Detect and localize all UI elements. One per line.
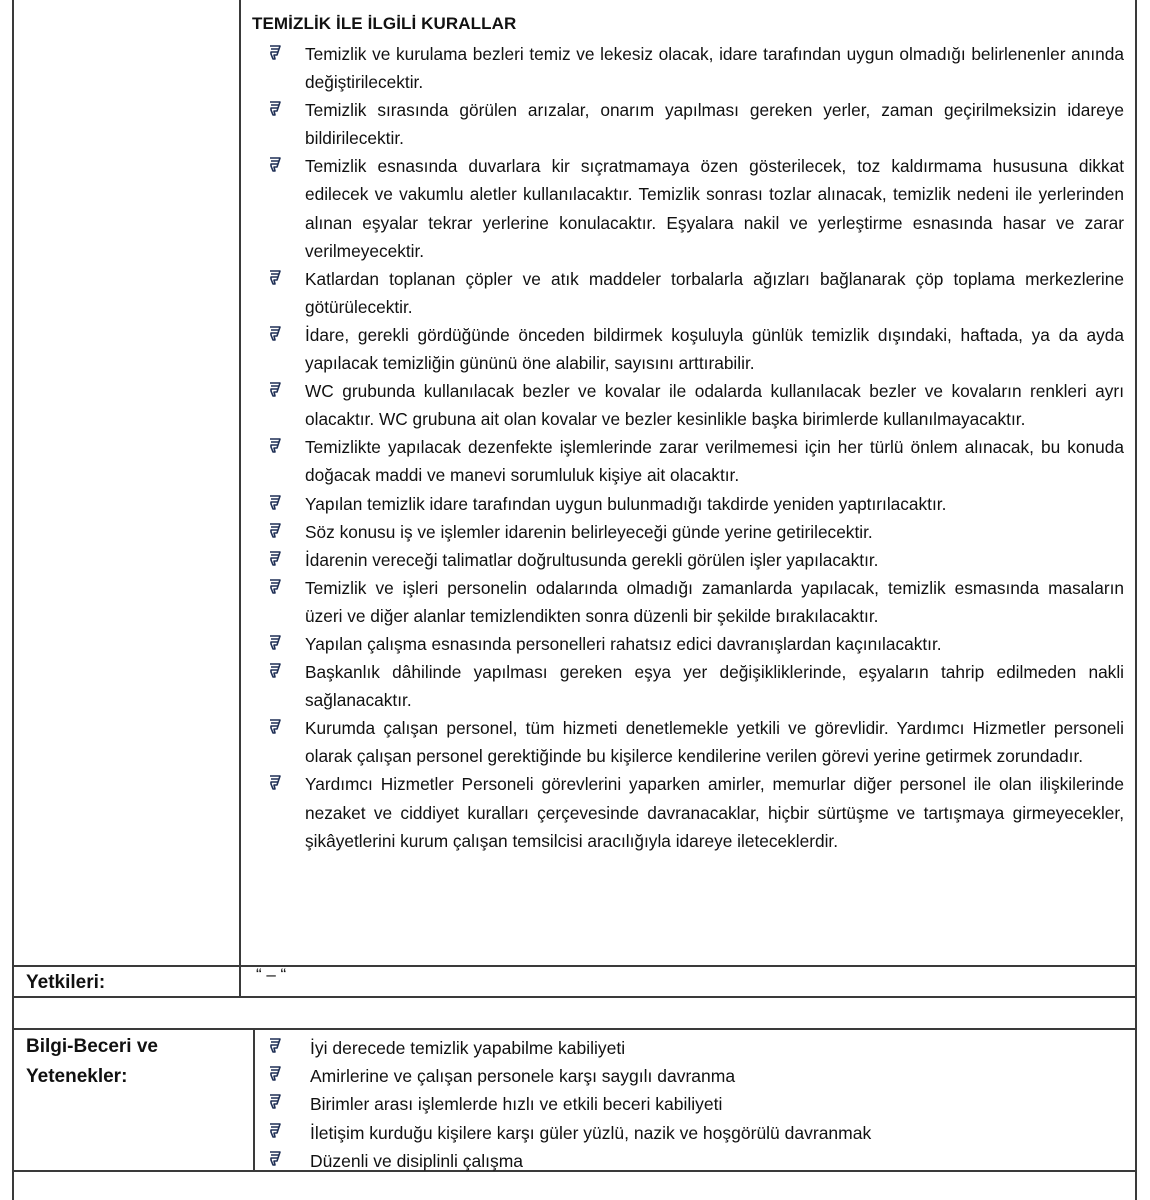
rule-item (266, 433, 1124, 489)
pointing-hand-icon (268, 326, 282, 342)
rule-item-text: Kurumda çalışan personel, tüm hizmeti denetlemekle yetkili ve görevlidir. Yardımcı Hizmetler personeli olarak çalışan personel gerektiğinde bu kişilerce kendilerine verilen görevi yerine getirmek zorundadır. (305, 718, 1124, 767)
pointing-hand-icon (268, 45, 282, 61)
row-divider-2 (12, 996, 1137, 998)
rule-item (266, 152, 1124, 264)
skills-label-line2: Yetenekler: (26, 1066, 128, 1087)
skill-item-text: İletişim kurduğu kişilere karşı güler yüzlü, nazik ve hoşgörülü davranmak (310, 1122, 872, 1143)
column-divider-top (239, 0, 241, 996)
rule-item (266, 377, 1124, 433)
pointing-hand-icon (268, 438, 282, 454)
rules-section-title: TEMİZLİK İLE İLGİLİ KURALLAR (252, 14, 517, 33)
rule-item (266, 714, 1124, 770)
rule-item (266, 490, 1124, 518)
rule-item (266, 546, 1124, 574)
rule-item-text: Yapılan temizlik idare tarafından uygun bulunmadığı takdirde yeniden yaptırılacaktır. (305, 493, 947, 514)
authority-value: “ – “ (256, 965, 287, 984)
rules-list (266, 40, 1124, 855)
skills-list (268, 1034, 1128, 1175)
column-divider-bottom (253, 1030, 255, 1170)
rule-item (266, 265, 1124, 321)
pointing-hand-icon (268, 1038, 282, 1054)
skill-item-text: İyi derecede temizlik yapabilme kabiliyeti (310, 1038, 626, 1058)
pointing-hand-icon (268, 101, 282, 117)
rule-item-text: Temizlik esnasında duvarlara kir sıçratmamaya özen gösterilecek, toz kaldırmama hususuna dikkat edilecek ve vakumlu aletler kullanılacaktır. Temizlik sonrası tozlar alınacak, temizlik nedeni ile yerlerinden alınan eşyalar tekrar yerlerine konulacaktır. Eşyalara nakil ve yerleştirme esnasında hasar ve zarar verilmeyecektir. (305, 156, 1124, 261)
rule-item (266, 574, 1124, 630)
skill-item (268, 1034, 1128, 1062)
pointing-hand-icon (268, 382, 282, 398)
pointing-hand-icon (268, 663, 282, 679)
table-right-border (1135, 0, 1137, 1200)
rule-item-text: WC grubunda kullanılacak bezler ve kovalar ile odalarda kullanılacak bezler ve kovaların renkleri ayrı olacaktır. WC grubuna ait olan kovalar ve bezler kesinlikle başka birimlerde kullanılmayacaktır. (305, 381, 1124, 430)
skill-item (268, 1119, 1128, 1147)
rule-item-text: İdarenin vereceği talimatlar doğrultusunda gerekli görülen işler yapılacaktır. (305, 549, 879, 570)
pointing-hand-icon (268, 495, 282, 511)
rule-item-text: Temizlikte yapılacak dezenfekte işlemlerinde zarar verilmemesi için her türlü önlem alınacak, bu konuda doğacak maddi ve manevi sorumluluk kişiye ait olacaktır. (305, 437, 1124, 486)
rule-item-text: Yardımcı Hizmetler Personeli görevlerini yaparken amirler, memurlar diğer personel ile olan ilişkilerinde nezaket ve ciddiyet kuralları çerçevesinde davranacaklar, hiçbir sürtüşme ve tartışmaya girmeyecekler, şikâyetlerini kurum çalışan temsilcisi aracılığıyla idareye ileteceklerdir. (305, 774, 1124, 851)
rule-item (266, 518, 1124, 546)
pointing-hand-icon (268, 1094, 282, 1110)
rule-item-text: Temizlik ve kurulama bezleri temiz ve lekesiz olacak, idare tarafından uygun olmadığı belirlenenler anında değiştirilecektir. (305, 44, 1124, 93)
skill-item-text: Düzenli ve disiplinli çalışma (310, 1150, 523, 1171)
rule-item-text: Söz konusu iş ve işlemler idarenin belirleyeceği günde yerine getirilecektir. (305, 521, 873, 542)
skill-item-text: Amirlerine ve çalışan personele karşı saygılı davranma (310, 1066, 736, 1087)
skill-item (268, 1062, 1128, 1090)
rule-item (266, 40, 1124, 96)
skill-item (268, 1147, 1128, 1175)
pointing-hand-icon (268, 719, 282, 735)
rule-item-text: Katlardan toplanan çöpler ve atık maddeler torbalarla ağızları bağlanarak çöp toplama merkezlerine götürülecektir. (305, 268, 1124, 317)
pointing-hand-icon (268, 1123, 282, 1139)
pointing-hand-icon (268, 579, 282, 595)
rule-item (266, 630, 1124, 658)
row-divider-1 (12, 965, 1137, 967)
rule-item-text: Başkanlık dâhilinde yapılması gereken eşya yer değişikliklerinde, eşyaların tahrip edilmeden nakli sağlanacaktır. (305, 662, 1124, 711)
pointing-hand-icon (268, 551, 282, 567)
table-left-border (12, 0, 14, 1200)
pointing-hand-icon (268, 523, 282, 539)
rule-item (266, 770, 1124, 854)
pointing-hand-icon (268, 635, 282, 651)
pointing-hand-icon (268, 1151, 282, 1167)
skill-item-text: Birimler arası işlemlerde hızlı ve etkili beceri kabiliyeti (310, 1094, 723, 1115)
rule-item-text: Temizlik ve işleri personelin odalarında olmadığı zamanlarda yapılacak, temizlik esmasında masaların üzeri ve diğer alanlar temizlendikten sonra düzenli bir şekilde bırakılacaktır. (305, 577, 1124, 626)
skill-item (268, 1090, 1128, 1118)
rule-item (266, 96, 1124, 152)
rule-item (266, 321, 1124, 377)
authority-label: Yetkileri: (26, 972, 106, 993)
rule-item-text: Temizlik sırasında görülen arızalar, onarım yapılması gereken yerler, zaman geçirilmeksizin idareye bildirilecektir. (305, 100, 1124, 149)
pointing-hand-icon (268, 157, 282, 173)
pointing-hand-icon (268, 270, 282, 286)
row-divider-3 (12, 1028, 1137, 1030)
rule-item-text: İdare, gerekli gördüğünde önceden bildirmek koşuluyla günlük temizlik dışındaki, haftada, ya da ayda yapılacak temizliğin gününü öne alabilir, sayısını arttırabilir. (305, 324, 1124, 374)
skills-label-line1: Bilgi-Beceri ve (26, 1036, 158, 1057)
pointing-hand-icon (268, 775, 282, 791)
rule-item-text: Yapılan çalışma esnasında personelleri rahatsız edici davranışlardan kaçınılacaktır. (305, 633, 942, 654)
rule-item (266, 658, 1124, 714)
pointing-hand-icon (268, 1066, 282, 1082)
